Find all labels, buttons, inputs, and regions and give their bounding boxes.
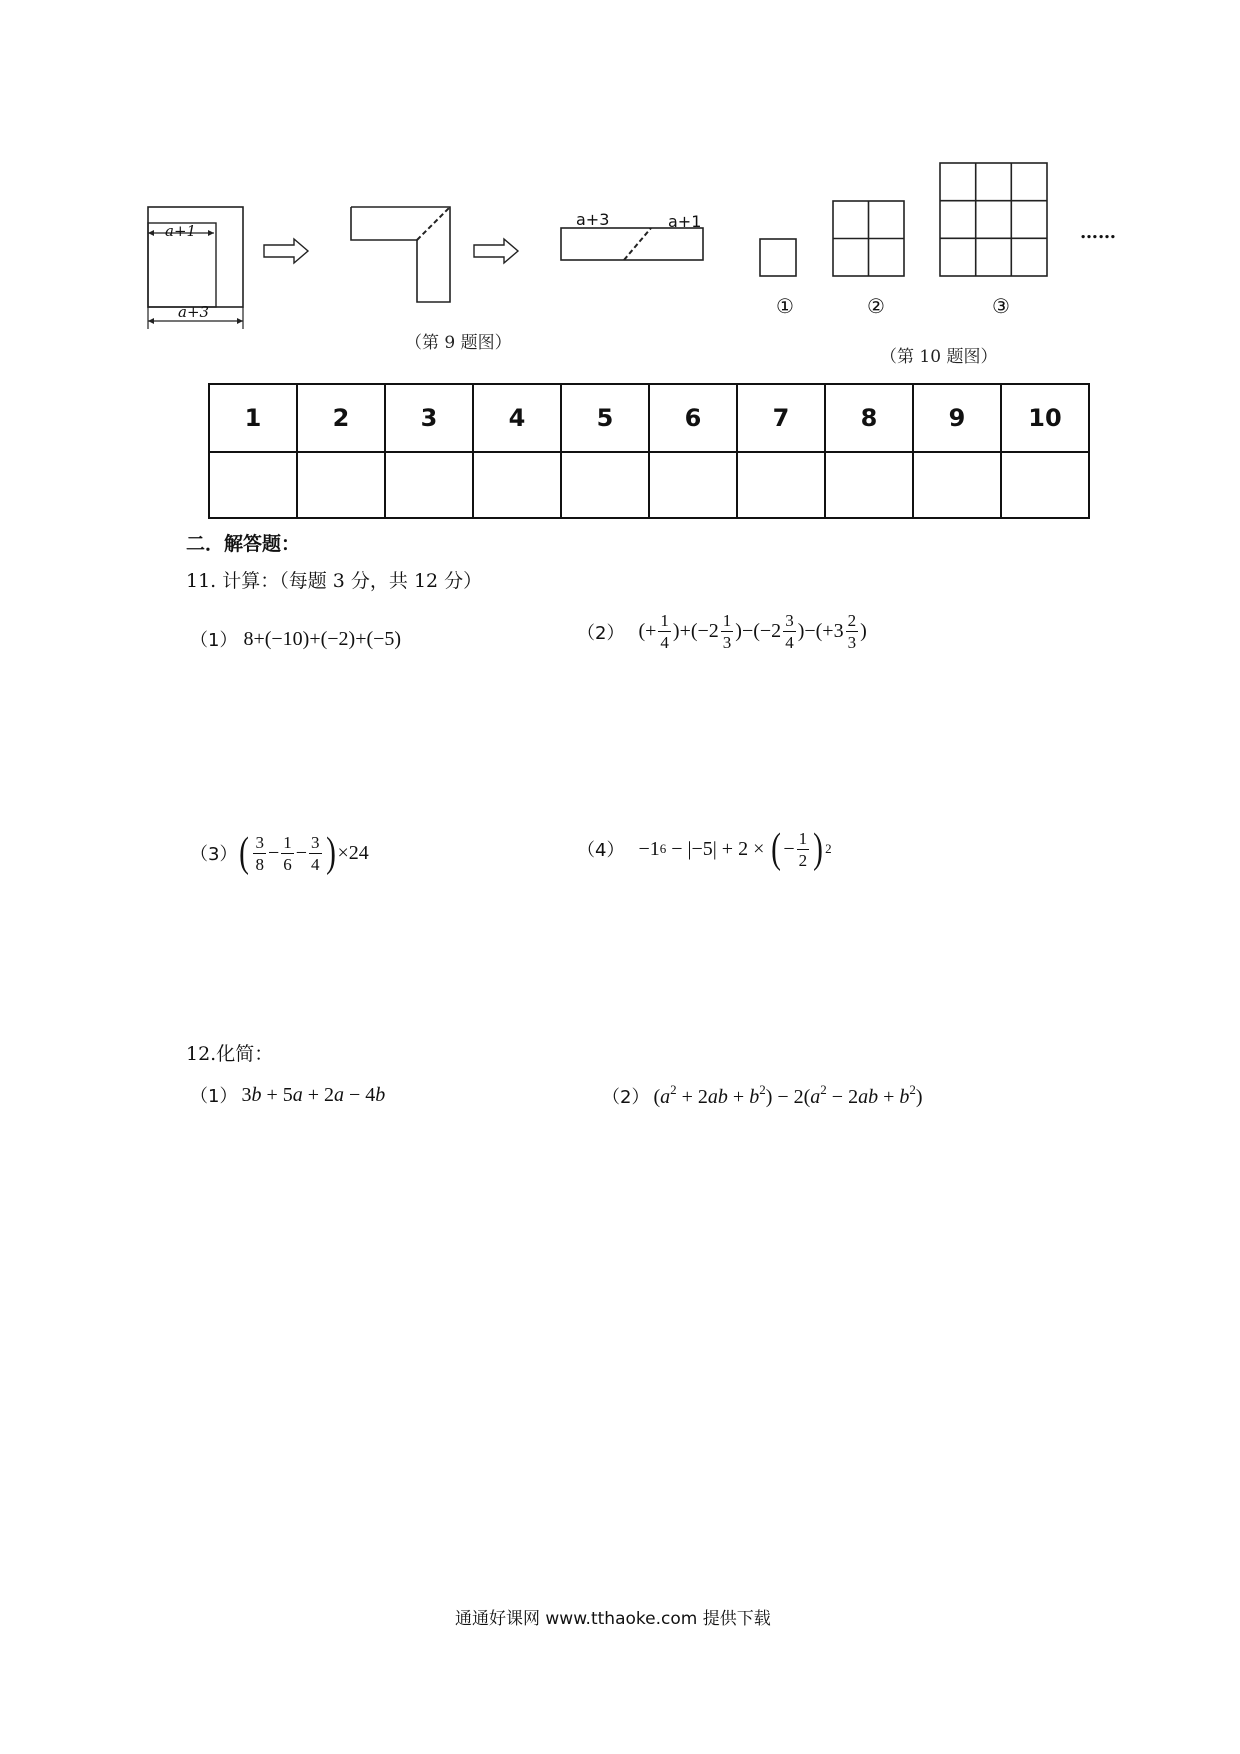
answer-cell[interactable] [649,452,737,518]
q11-p4-expr: −1 6 − |−5| + 2 × ( − $\frac{1}{2}$ ) 2 [638,826,832,872]
q11-part-3 [190,832,369,874]
fig9-label-bottom: a+3 [178,303,210,321]
answer-col-4: 4 [473,384,561,452]
answer-cell[interactable] [209,452,297,518]
answer-col-9: 9 [913,384,1001,452]
answer-table [208,383,1090,519]
fig10-label-1: ① [776,294,794,318]
fig9-strip-label-right: a+1 [668,212,702,231]
fig10-label-2: ② [867,294,885,318]
answer-col-2: 2 [297,384,385,452]
q12-p1-label: （1） [190,1086,238,1107]
answer-col-6: 6 [649,384,737,452]
q11-p3-expr: ( $\frac{3}{8}$ − $\frac{1}{6}$ − $\frac{3}{4}$ ) ×24 [239,830,369,876]
fig9-arrow-1 [264,239,308,263]
fig9-caption: （第 9 题图） [405,333,512,353]
fig9-strip [561,228,703,260]
q11-title: 11. 计算：（每题 3 分，共 12 分） [186,570,483,592]
fig10-ellipsis: …… [1080,222,1116,243]
fig10-pattern-3 [940,163,1047,276]
answer-col-5: 5 [561,384,649,452]
answer-cell[interactable] [1001,452,1089,518]
answer-col-1: 1 [209,384,297,452]
answer-col-7: 7 [737,384,825,452]
answer-table-blank-row [209,452,1089,518]
answer-col-10: 10 [1001,384,1089,452]
answer-cell[interactable] [297,452,385,518]
figure-10 [755,160,1055,285]
q12-part-1 [190,1082,385,1108]
fig9-label-top: a+1 [165,222,197,240]
q12-part-2 [602,1082,923,1109]
q11-p1-expr: 8+(−10)+(−2)+(−5) [243,627,402,650]
q11-p3-label: （3） [190,844,238,865]
answer-cell[interactable] [737,452,825,518]
answer-cell[interactable] [385,452,473,518]
q11-p2-expr: (+ $\frac{1}{4}$ )+(−2 $\frac{1}{3}$ )−(−2 $\frac{3}{4}$ )−(+3 $\frac{2}{3}$ ) [638,611,867,652]
section-2-title: 二．解答题： [186,533,301,555]
answer-table-header-row [209,384,1089,452]
q12-title: 12.化简： [186,1043,274,1065]
fig10-pattern-2 [833,201,904,276]
fig9-strip-label-left: a+3 [576,210,610,229]
answer-cell[interactable] [561,452,649,518]
page-footer: 通通好课网 www.tthaoke.com 提供下载 [455,1609,771,1629]
q11-p4-label: （4） [577,840,625,861]
q11-part-2 [577,612,867,651]
answer-cell[interactable] [825,452,913,518]
q12-p1-expr: 3b + 5a + 2a − 4b [241,1083,386,1106]
q12-p2-label: （2） [602,1086,650,1108]
fig9-l-shape [351,207,450,302]
answer-col-8: 8 [825,384,913,452]
answer-col-3: 3 [385,384,473,452]
fig10-pattern-1 [760,239,796,276]
q11-part-4 [577,828,832,870]
figure-9 [140,195,740,330]
fig10-label-3: ③ [992,294,1010,318]
fig9-arrow-2 [474,239,518,263]
answer-cell[interactable] [913,452,1001,518]
q11-p1-label: （1） [190,630,238,651]
q11-part-1 [190,626,401,652]
q12-p2-expr: $(a^2 + 2ab + b^2) - 2(a^2 - 2ab + b^2)$ [653,1082,923,1108]
fig10-caption: （第 10 题图） [880,347,998,367]
answer-cell[interactable] [473,452,561,518]
q11-p2-label: （2） [577,622,625,644]
